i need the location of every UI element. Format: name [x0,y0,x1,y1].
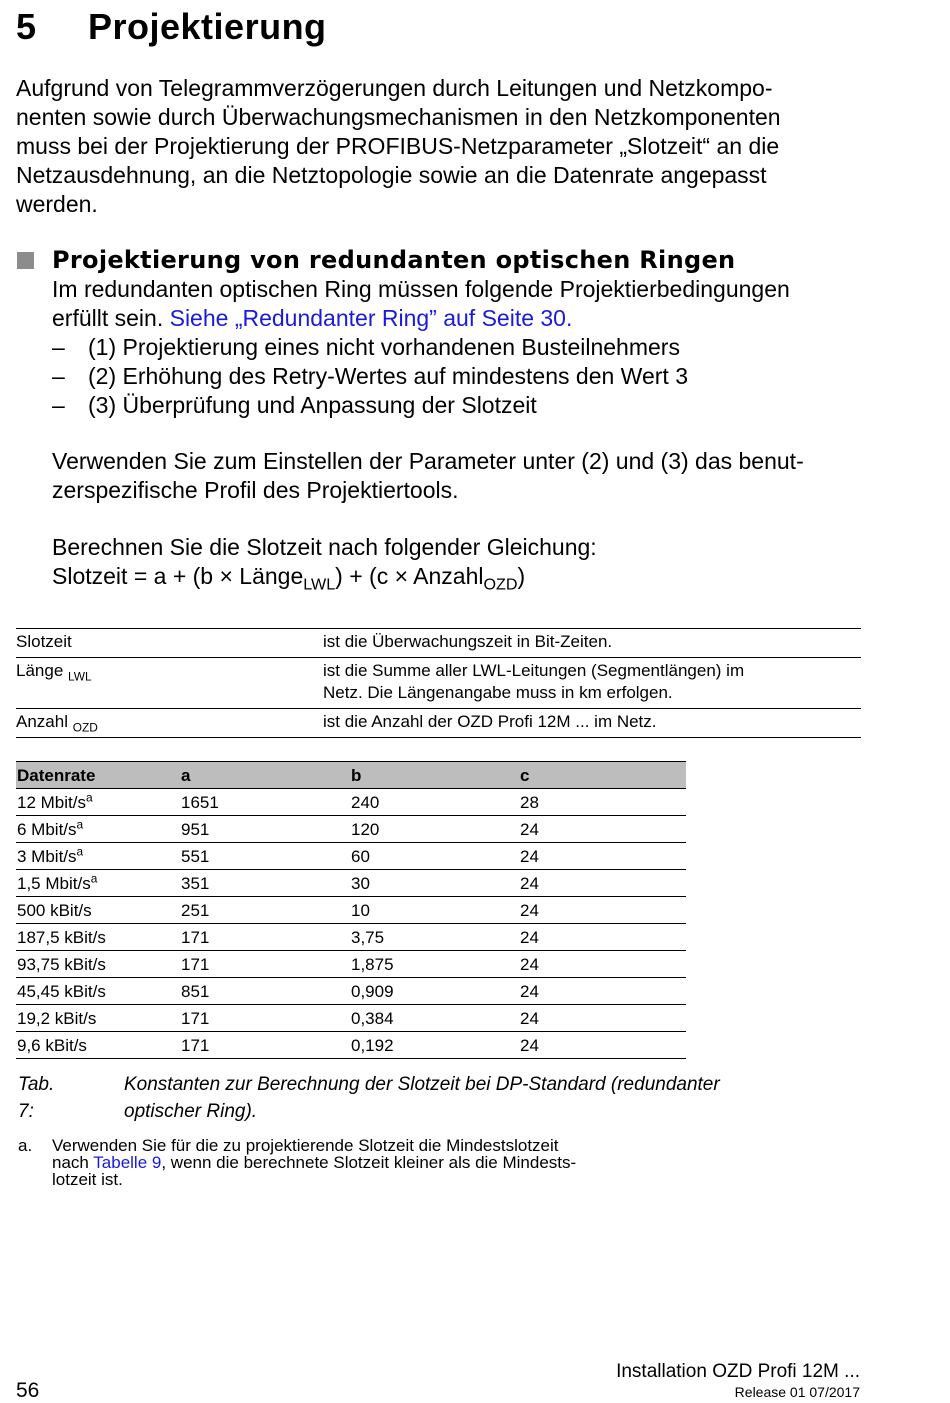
cell-b-text: 30 [351,873,370,893]
table-row [16,629,861,658]
cell-datenrate [16,1005,180,1032]
desc-text: ist die Überwachungszeit in Bit-Zeiten. [323,632,613,651]
cell-c [519,816,686,843]
cell-datenrate-text: 12 Mbit/s [17,792,86,812]
cell-datenrate-text: 3 Mbit/s [17,846,77,866]
cell-datenrate-text: 1,5 Mbit/s [17,873,91,893]
cell-c [519,978,686,1005]
term-text: Slotzeit [16,632,72,651]
cell-b [350,978,519,1005]
cell-c-text: 24 [520,981,539,1001]
paragraph-line: Verwenden Sie zum Einstellen der Parameter unter (2) und (3) das benut- [52,448,804,474]
cell-a-text: 171 [181,1008,210,1028]
list-item [52,362,872,391]
table-row [16,1032,686,1059]
cell-c [519,789,686,816]
cell-c [519,870,686,897]
cell-a-text: 171 [181,954,210,974]
footnote-marker: a [85,789,93,804]
desc-text: ist die Summe aller LWL-Leitungen (Segmentlängen) im [323,661,745,680]
footnote-line: lotzeit ist. [52,1170,123,1189]
cell-b [350,1005,519,1032]
header-b: b [350,762,519,789]
cell-a [180,897,350,924]
footer-title: Installation OZD Profi 12M ... [616,1361,860,1382]
footnote-marker: a [76,816,84,831]
cell-a [180,951,350,978]
cell-a [180,843,350,870]
list-item-text: (2) Erhöhung des Retry-Wertes auf mindestens den Wert 3 [88,363,688,389]
cell-a-text: 551 [181,846,210,866]
table-row [16,843,686,870]
definition-desc [323,658,861,709]
cell-a-text: 171 [181,927,210,947]
cell-b [350,1032,519,1059]
cell-b [350,816,519,843]
cell-c [519,924,686,951]
footnote-part: , wenn die berechnete Slotzeit kleiner als die Mindests- [161,1153,577,1172]
footnote-marker: a [76,843,84,858]
profile-paragraph [52,447,872,505]
cell-datenrate [16,789,180,816]
table-row [16,709,861,738]
footnote-line [52,1154,752,1171]
definition-term [16,629,323,658]
dash-bullet: – [52,392,65,418]
cell-datenrate [16,843,180,870]
definition-term [16,709,323,738]
table-row [16,978,686,1005]
definitions-table [16,628,861,738]
cell-datenrate [16,924,180,951]
cell-b-text: 240 [351,792,380,812]
cell-a [180,1032,350,1059]
cell-datenrate [16,897,180,924]
formula-subscript: OZD [483,575,518,594]
intro-line: muss bei der Projektierung der PROFIBUS-Netzparameter „Slotzeit“ an die [16,133,780,159]
chapter-number: 5 [16,6,37,47]
list-item [52,391,872,420]
list-item-text: (1) Projektierung eines nicht vorhandenen Busteilnehmers [88,334,680,360]
cell-c-text: 28 [520,792,539,812]
list-item-text: (3) Überprüfung und Anpassung der Slotzeit [88,392,537,418]
cell-a [180,816,350,843]
cell-b-text: 60 [351,846,370,866]
table-row [16,870,686,897]
cell-b [350,897,519,924]
formula-part: ) + (c × Anzahl [335,563,484,589]
cell-b-text: 120 [351,819,380,839]
term-text: Anzahl [16,712,73,731]
cell-a-text: 1651 [181,792,219,812]
chapter-title: Projektierung [88,6,327,47]
section-title: Projektierung von redundanten optischen Ringen [52,246,736,274]
paragraph-line: zerspezifische Profil des Projektiertools. [52,477,459,503]
cell-a [180,789,350,816]
cell-a-text: 251 [181,900,210,920]
table-row [16,951,686,978]
cell-datenrate [16,1032,180,1059]
cell-datenrate [16,870,180,897]
caption-line: Konstanten zur Berechnung der Slotzeit bei DP-Standard (redundanter [124,1074,720,1095]
footnote-part: nach [52,1153,94,1172]
cell-c [519,1032,686,1059]
header-c: c [519,762,686,789]
desc-text: ist die Anzahl der OZD Profi 12M ... im Netz. [323,712,657,731]
caption-line: optischer Ring). [124,1101,258,1122]
header-datenrate: Datenrate [16,762,180,789]
intro-line: Aufgrund von Telegrammverzögerungen durch Leitungen und Netzkompo- [16,75,773,101]
table-row [16,816,686,843]
cell-datenrate-text: 93,75 kBit/s [17,954,106,974]
footnote-marker: a [90,870,98,885]
cell-a [180,924,350,951]
footnote-label: a. [18,1136,33,1155]
cell-c-text: 24 [520,954,539,974]
table-row [16,897,686,924]
cell-b-text: 3,75 [351,927,385,947]
cell-a-text: 171 [181,1035,210,1055]
list-item [52,333,872,362]
section-text: erfüllt sein. [52,305,170,331]
footer-release: Release 01 07/2017 [734,1384,860,1400]
cell-b [350,789,519,816]
term-subscript: LWL [68,669,92,684]
cell-b-text: 0,192 [351,1035,394,1055]
term-subscript: OZD [72,720,98,735]
formula-part: Slotzeit = a + (b × Länge [52,563,304,589]
cell-c-text: 24 [520,1008,539,1028]
cell-c-text: 24 [520,846,539,866]
definition-desc [323,629,861,658]
square-bullet-icon [17,252,34,269]
formula-intro: Berechnen Sie die Slotzeit nach folgender Gleichung: [52,534,597,560]
intro-line: Netzausdehnung, an die Netztopologie sowie an die Datenrate angepasst [16,162,767,188]
cell-datenrate-text: 19,2 kBit/s [17,1008,97,1028]
section-line: Im redundanten optischen Ring müssen folgende Projektierbedingungen [52,276,790,302]
intro-line: werden. [16,191,98,217]
intro-paragraph [16,74,876,219]
term-text: Länge [16,661,68,680]
formula-subscript: LWL [303,575,336,594]
cell-b-text: 0,909 [351,981,394,1001]
table-row [16,1005,686,1032]
cell-a-text: 351 [181,873,210,893]
page-number: 56 [16,1379,40,1402]
formula-block [52,533,872,594]
cell-datenrate-text: 6 Mbit/s [17,819,77,839]
formula-part: ) [517,563,526,589]
cell-b-text: 0,384 [351,1008,394,1028]
page-heading [16,6,327,48]
ring-reference-link[interactable]: Siehe „Redundanter Ring” auf Seite 30. [169,305,573,331]
dash-bullet: – [52,334,65,360]
definition-term [16,658,323,709]
cell-a-text: 951 [181,819,210,839]
cell-c [519,843,686,870]
footnote-line: Verwenden Sie für die zu projektierende Slotzeit die Mindestslotzeit [52,1136,559,1155]
cell-datenrate [16,951,180,978]
dash-bullet: – [52,363,65,389]
caption-label: Tab. 7: [18,1074,55,1122]
cell-b [350,870,519,897]
cell-b-text: 10 [351,900,370,920]
cell-c-text: 24 [520,900,539,920]
header-a: a [180,762,350,789]
cell-a [180,1005,350,1032]
caption-text [124,1071,864,1125]
section-body [52,275,872,420]
cell-c [519,897,686,924]
cell-a-text: 851 [181,981,210,1001]
cell-c-text: 24 [520,873,539,893]
cell-datenrate-text: 187,5 kBit/s [17,927,106,947]
cell-a [180,978,350,1005]
intro-line: nenten sowie durch Überwachungsmechanismen in den Netzkomponenten [16,104,781,130]
definition-desc [323,709,861,738]
cell-b-text: 1,875 [351,954,394,974]
cell-b [350,924,519,951]
cell-b [350,951,519,978]
cell-b [350,843,519,870]
cell-c [519,1005,686,1032]
cell-c-text: 24 [520,819,539,839]
cell-c-text: 24 [520,927,539,947]
cell-datenrate-text: 500 kBit/s [17,900,92,920]
desc-text: Netz. Die Längenangabe muss in km erfolgen. [323,683,673,702]
cell-datenrate [16,978,180,1005]
footnote-text [52,1137,752,1188]
table-9-link[interactable]: Tabelle 9 [93,1153,162,1172]
cell-datenrate [16,816,180,843]
cell-datenrate-text: 45,45 kBit/s [17,981,106,1001]
constants-table [16,761,686,1059]
cell-datenrate-text: 9,6 kBit/s [17,1035,87,1055]
section-line [52,304,872,333]
cell-c-text: 24 [520,1035,539,1055]
table-header-row [16,762,686,789]
cell-a [180,870,350,897]
cell-c [519,951,686,978]
table-row [16,789,686,816]
table-row [16,658,861,709]
formula [52,562,872,594]
table-row [16,924,686,951]
